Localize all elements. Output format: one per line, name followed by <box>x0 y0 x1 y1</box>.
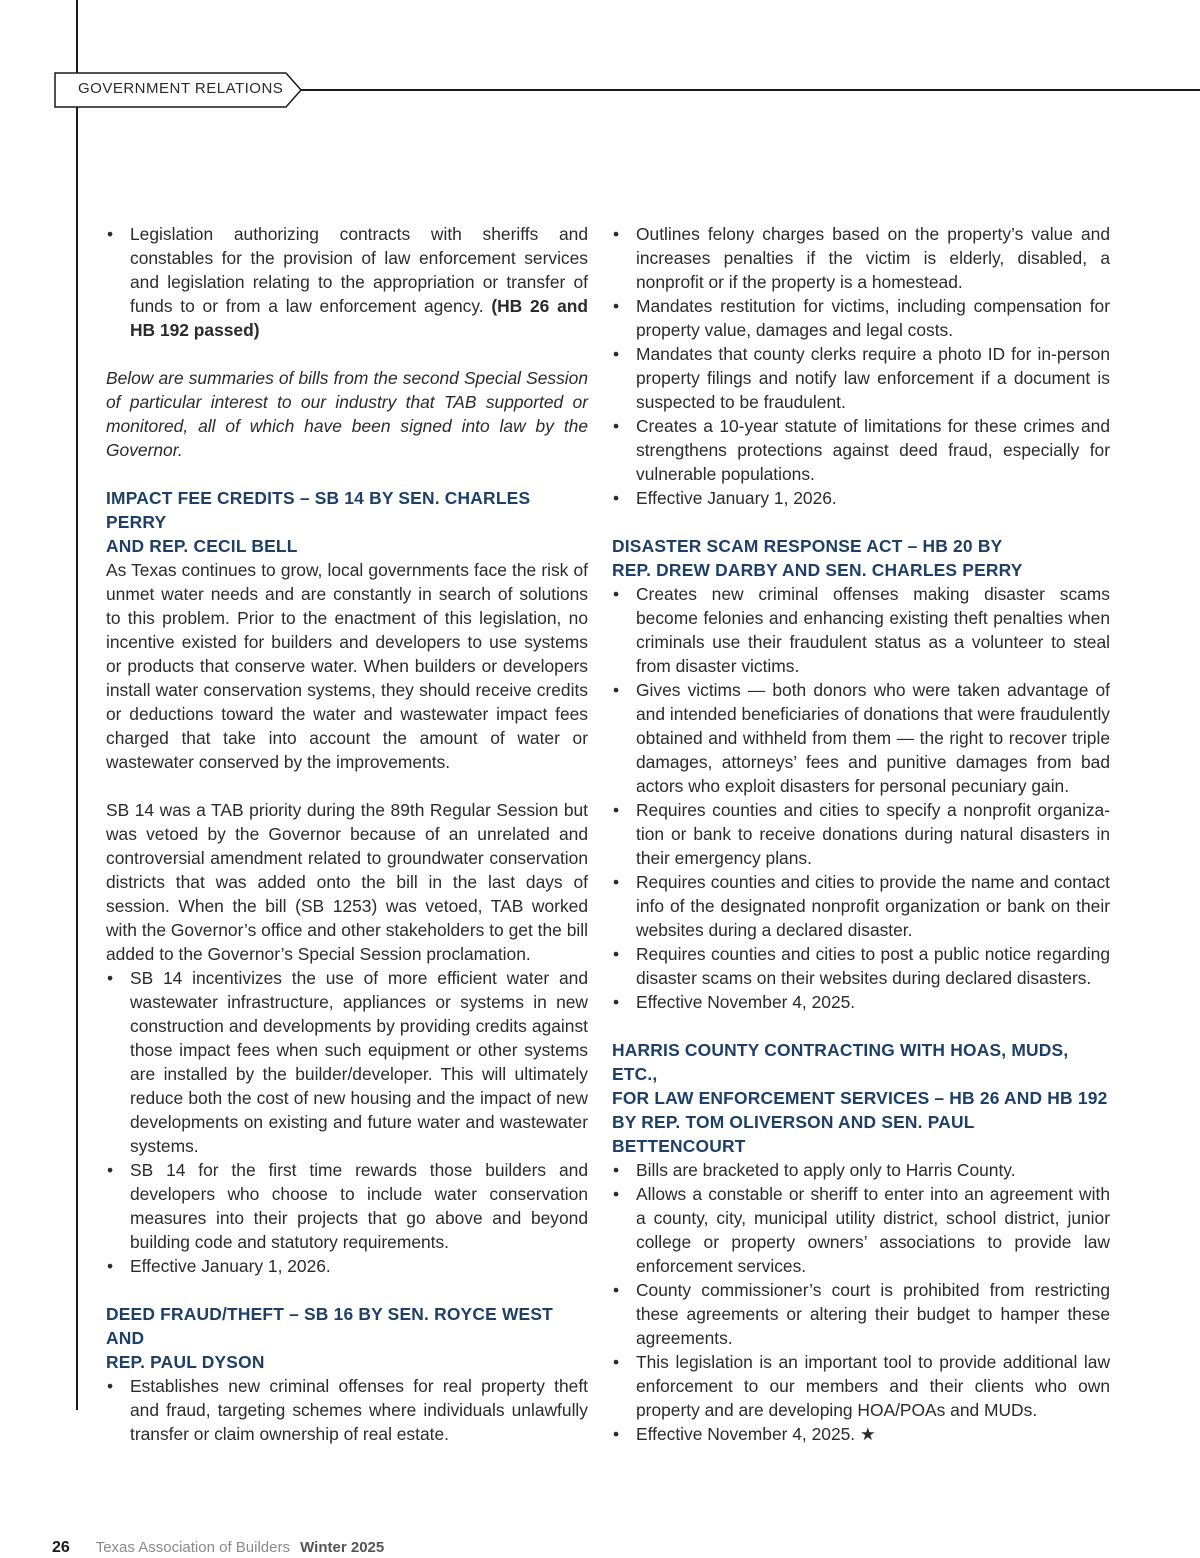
publication-name: Texas Association of Builders <box>95 1539 290 1556</box>
top-bullet-list <box>106 222 588 342</box>
harris-county-bullets <box>612 1158 1110 1446</box>
deed-fraud-cont-bullets <box>612 222 1110 510</box>
page-number: 26 <box>52 1539 70 1556</box>
list-item: • SB 14 for the first time rewards those builders and developers who choose to include water conservation measures into their projects that go above and beyond building code and statutory requirements. <box>107 1160 588 1252</box>
list-item: • Gives victims — both donors who were taken advantage of and intended beneficiaries of donations that were fraudulently obtained and withheld from them — the right to recover triple damages, attorneys’ fees and punitive damages from bad actors who exploit disasters for personal pecuniary gain. <box>613 680 1110 796</box>
left-column <box>106 222 588 1446</box>
list-item: • Creates new criminal offenses making disaster scams become felonies and enhancing existing theft penalties when criminals use their fraudulent status as a volunteer to steal from disaster victims. <box>613 584 1110 676</box>
list-item: • County commissioner’s court is prohibited from restricting these agreements or altering their budget to hamper these agreements. <box>613 1280 1110 1348</box>
list-item: • Creates a 10-year statute of limitations for these crimes and strengthens protections against deed fraud, especially for vulnerable populations. <box>613 416 1110 484</box>
section-heading-disaster-scam: DISASTER SCAM RESPONSE ACT – HB 20 BY REP. DREW DARBY AND SEN. CHARLES PERRY <box>612 536 1023 580</box>
list-item: • Bills are bracketed to apply only to Harris County. <box>613 1160 1016 1180</box>
list-item: • This legislation is an important tool to provide additional law enforcement to our members and their clients who own property and are developing HOA/POAs and MUDs. <box>613 1352 1110 1420</box>
list-item: • Outlines felony charges based on the property’s value and increases penalties if the victim is elderly, disabled, a nonprofit or if the property is a homestead. <box>613 224 1110 292</box>
list-item: • SB 14 incentivizes the use of more efficient water and wastewater infrastructure, appliances or systems in new construction and developments by providing credits against those impact fees when such equipment or other systems are installed by the builder/developer. This will ultimately reduce both the cost of new housing and the impact of new developments on existing and future water and wastewater systems. <box>107 968 588 1156</box>
intro-paragraph: Below are summaries of bills from the second Special Session of particular interest to our industry that TAB supported or monitored, all of which have been signed into law by the Governor. <box>106 368 588 460</box>
list-item: • Establishes new criminal offenses for real property theft and fraud, targeting schemes where individuals unlawfully transfer or claim ownership of real estate. <box>107 1376 588 1444</box>
bullet-icon: • <box>107 224 114 244</box>
list-item: • Requires counties and cities to specify a nonprofit organization or bank to receive donations during natural disasters in their emergency plans. <box>613 800 1110 868</box>
header-rule <box>300 89 1200 91</box>
deed-fraud-bullets <box>106 1374 588 1446</box>
list-item: • Requires counties and cities to post a public notice regarding disaster scams on their websites during declared disasters. <box>613 944 1110 988</box>
section-heading-impact-fee: IMPACT FEE CREDITS – SB 14 BY SEN. CHARLES PERRY AND REP. CECIL BELL <box>106 488 531 556</box>
impact-fee-paragraph-2: SB 14 was a TAB priority during the 89th Regular Session but was vetoed by the Governor because of an unrelated and controversial amendment related to groundwater conservation districts that was added onto the bill in the last days of session. When the bill (SB 1253) was vetoed, TAB worked with the Governor’s office and other stakeholders to get the bill added to the Governor’s Special Session proclamation. <box>106 800 588 964</box>
page-footer <box>52 1539 384 1557</box>
page-vertical-rule <box>76 0 78 1410</box>
list-item: • Allows a constable or sheriff to enter into an agreement with a county, city, municipal utility district, school district, junior college or property owners’ associations to provide law enforcement services. <box>613 1184 1110 1276</box>
list-item: • Legislation authorizing contracts with sheriffs and constables for the provision of law enforcement services and legislation relating to the appropriation or transfer of funds to or from a law enforcement agency. (HB 26 and HB 192 passed) <box>107 224 588 340</box>
list-item: • Effective January 1, 2026. <box>107 1256 331 1276</box>
section-label: GOVERNMENT RELATIONS <box>78 80 284 97</box>
list-item: • Effective November 4, 2025. ★ <box>613 1424 876 1444</box>
impact-fee-bullets <box>106 966 588 1278</box>
list-item: • Mandates restitution for victims, including compensation for property value, damages and legal costs. <box>613 296 1110 340</box>
impact-fee-paragraph-1: As Texas continues to grow, local governments face the risk of unmet water needs and are constantly in search of solutions to this problem. Prior to the enactment of this legislation, no incentive existed for builders and developers to use systems or products that conserve water. When builders or developers install water conservation systems, they should receive credits or deductions toward the water and wastewater impact fees charged that take into account the amount of water or wastewater conserved by the improvements. <box>106 560 588 772</box>
disaster-scam-bullets <box>612 582 1110 1014</box>
section-heading-harris-county: HARRIS COUNTY CONTRACTING WITH HOAS, MUDS, ETC., FOR LAW ENFORCEMENT SERVICES – HB 26 AND HB 192 BY REP. TOM OLIVERSON AND SEN. PAUL BETTENCOURT <box>612 1040 1108 1156</box>
section-heading-deed-fraud: DEED FRAUD/THEFT – SB 16 BY SEN. ROYCE WEST AND REP. PAUL DYSON <box>106 1304 553 1372</box>
list-item: • Effective November 4, 2025. <box>613 992 856 1012</box>
list-item: • Effective January 1, 2026. <box>613 488 837 508</box>
section-tab <box>54 72 324 113</box>
list-item: • Mandates that county clerks require a photo ID for in-person property filings and notify law enforcement if a document is suspected to be fraudulent. <box>613 344 1110 412</box>
right-column <box>612 222 1110 1446</box>
issue-label: Winter 2025 <box>300 1539 385 1556</box>
list-item: • Requires counties and cities to provide the name and contact info of the designated nonprofit organization or bank on their websites during a declared disaster. <box>613 872 1110 940</box>
